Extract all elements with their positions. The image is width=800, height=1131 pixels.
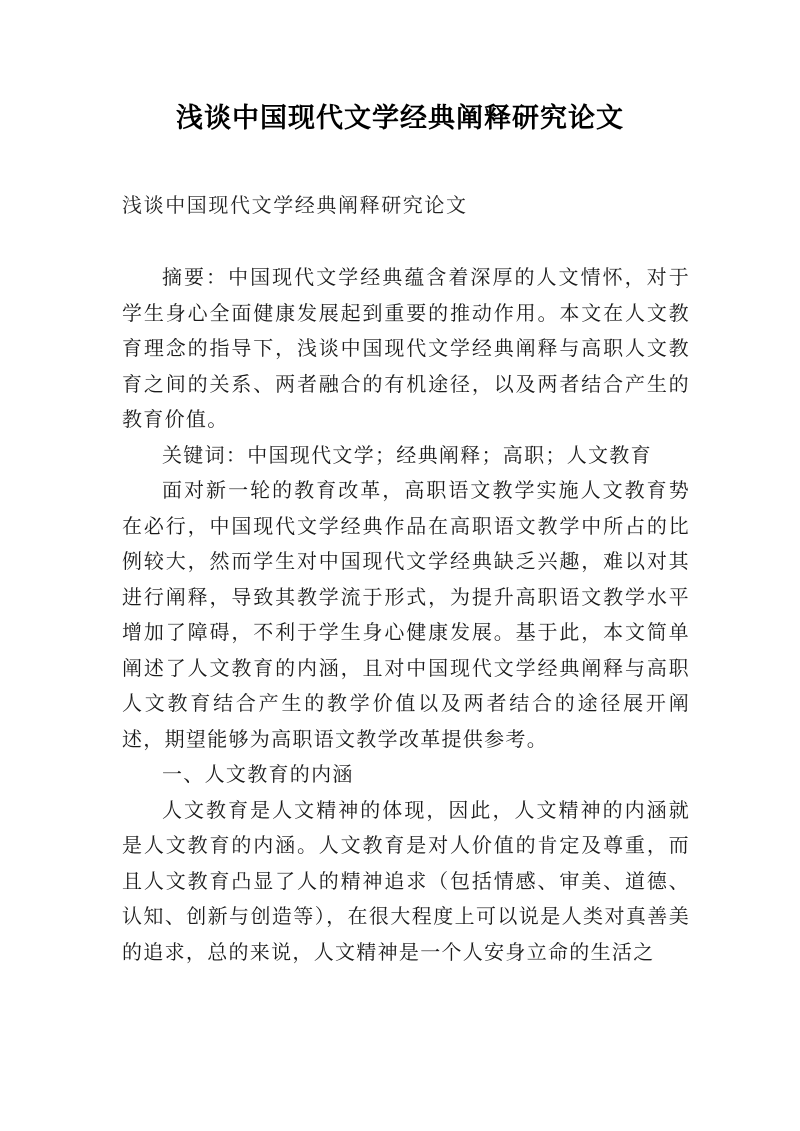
document-body [122,260,690,970]
document-title: 浅谈中国现代文学经典阐释研究论文 [176,103,624,134]
intro-paragraph: 面对新一轮的教育改革，高职语文教学实施人文教育势在必行，中国现代文学经典作品在高职语文教学中所占的比例较大，然而学生对中国现代文学经典缺乏兴趣，难以对其进行阐释，导致其教学流于形式，为提升高职语文教学水平增加了障碍，不利于学生身心健康发展。基于此，本文简单阐述了人文教育的内涵，且对中国现代文学经典阐释与高职人文教育结合产生的教学价值以及两者结合的途径展开阐述，期望能够为高职语文教学改革提供参考。 [122,478,690,751]
abstract-paragraph: 摘要：中国现代文学经典蕴含着深厚的人文情怀，对于学生身心全面健康发展起到重要的推动作用。本文在人文教育理念的指导下，浅谈中国现代文学经典阐释与高职人文教育之间的关系、两者融合的有机途径，以及两者结合产生的教育价值。 [122,265,690,431]
body-paragraph: 人文教育是人文精神的体现，因此，人文精神的内涵就是人文教育的内涵。人文教育是对人价值的肯定及尊重，而且人文教育凸显了人的精神追求（包括情感、审美、道德、认知、创新与创造等），在很大程度上可以说是人类对真善美的追求，总的来说，人文精神是一个人安身立命的生活之 [122,797,690,964]
document-subtitle: 浅谈中国现代文学经典阐释研究论文 [122,193,468,217]
section-heading: 一、人文教育的内涵 [162,762,354,786]
keywords-paragraph: 关键词：中国现代文学；经典阐释；高职；人文教育 [162,442,652,467]
